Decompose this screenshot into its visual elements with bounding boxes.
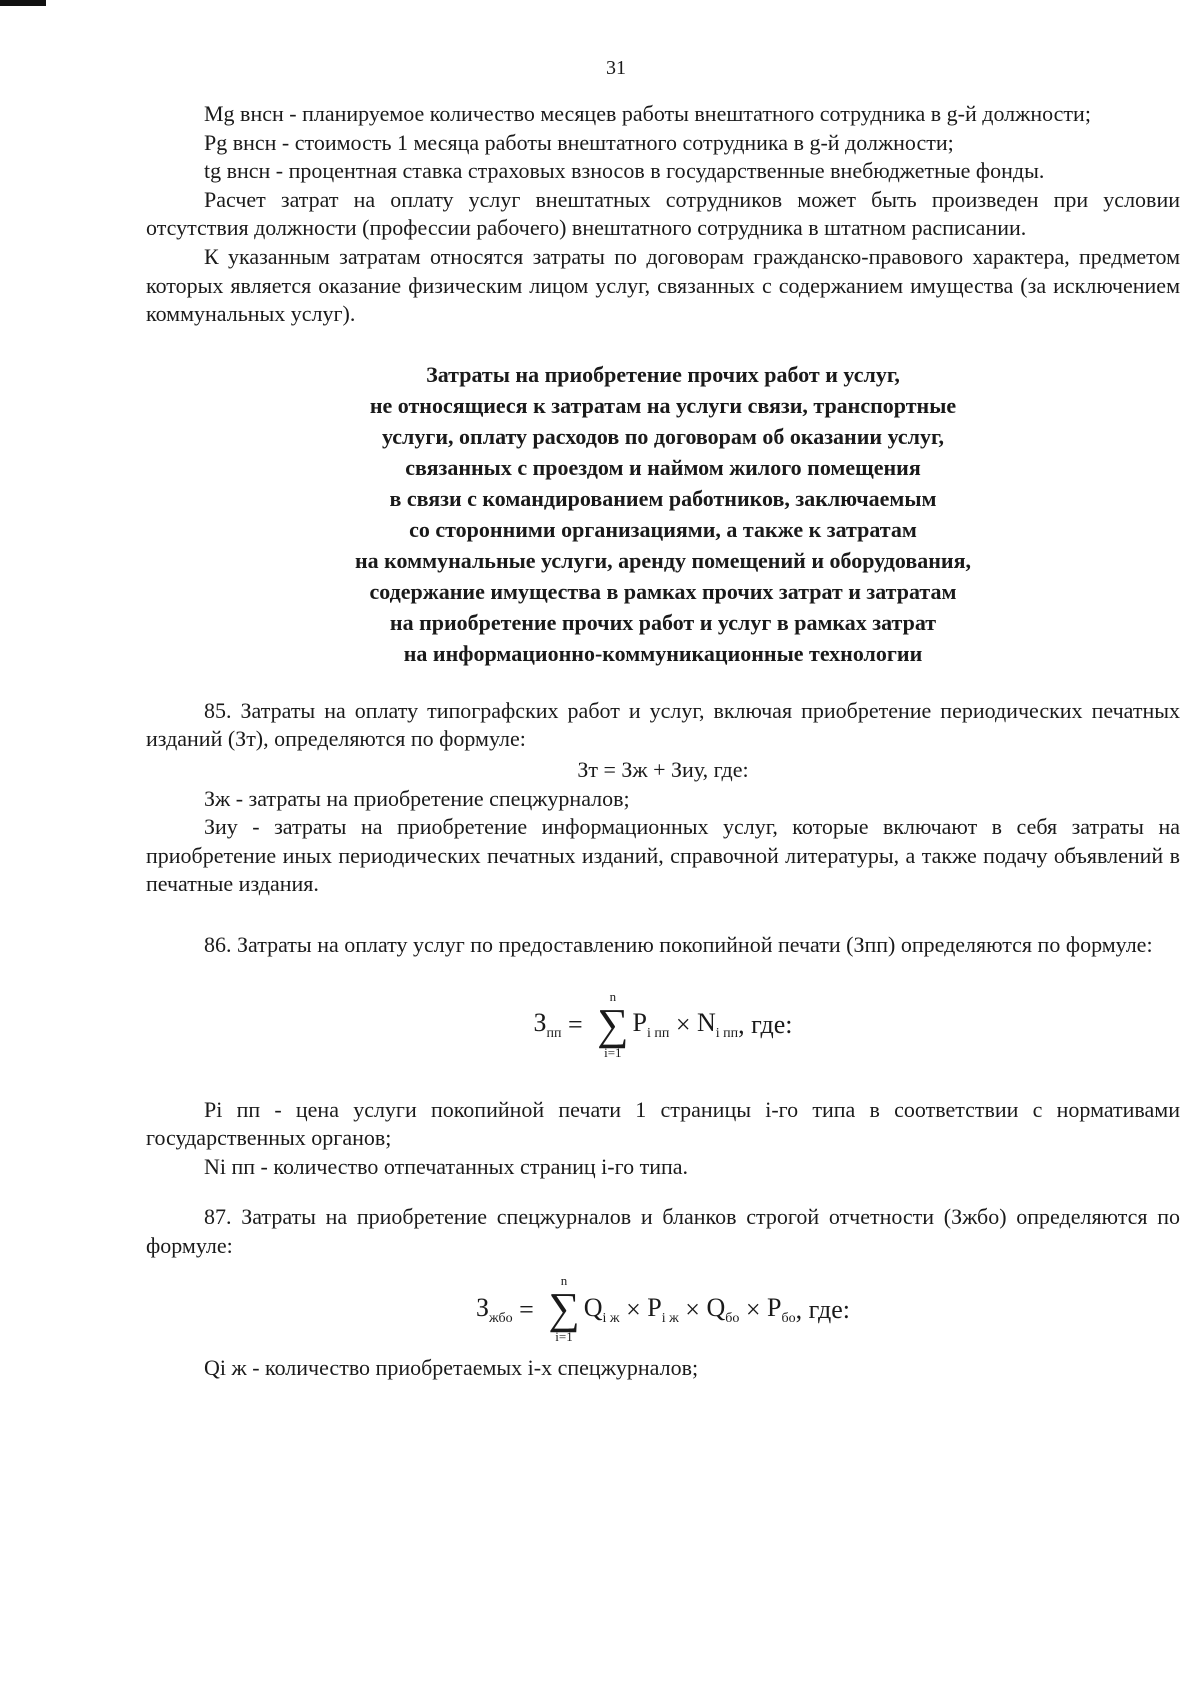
heading-line: на информационно-коммуникационные технологии <box>403 640 923 666</box>
heading-line: на коммунальные услуги, аренду помещений и оборудования, <box>354 547 971 573</box>
heading-line: связанных с проездом и наймом жилого помещения <box>405 454 921 480</box>
heading-line: на приобретение прочих работ и услуг в рамках затрат <box>389 609 937 635</box>
item-85-definition-iu: Зиу - затраты на приобретение информационных услуг, которые включают в себя затраты на приобретение иных периодических печатных изданий, справочной литературы, а также подачу объявлений в печатные издания. <box>146 814 1180 897</box>
item-87-definition-q: Qi ж - количество приобретаемых i-х спецжурналов; <box>204 1355 699 1381</box>
heading-line: в связи с командированием работников, заключаемым <box>389 485 937 511</box>
formula-term-p-bo: $P_{бо}$ <box>767 1292 796 1326</box>
sum-lower-limit: i=1 <box>604 1044 622 1060</box>
heading-line: не относящиеся к затратам на услуги связи, транспортные <box>369 392 957 418</box>
item-85-text: 85. Затраты на оплату типографских работ и услуг, включая приобретение периодических печатных изданий (Зт), определяются по формуле: <box>146 697 1180 752</box>
item-86-definition-p: Pi пп - цена услуги покопийной печати 1 страницы i-го типа в соответствии с нормативами государственных органов; <box>146 1096 1180 1151</box>
formula-times: × <box>669 1009 698 1039</box>
heading-line: Затраты на приобретение прочих работ и услуг, <box>426 361 900 387</box>
item-86-text: 86. Затраты на оплату услуг по предоставлению покопийной печати (Зпп) определяются по формуле: <box>204 931 1153 957</box>
sum-lower-limit: i=1 <box>555 1329 573 1345</box>
formula-lhs: $З_{жбо}$ <box>476 1292 513 1326</box>
item-87-text: 87. Затраты на приобретение спецжурналов и бланков строгой отчетности (Зжбо) определяются по формуле: <box>146 1204 1180 1258</box>
formula-term-q-bo: $Q_{бо}$ <box>706 1292 740 1326</box>
formula-term-q-zh: $Q_{i ж}$ <box>583 1292 620 1326</box>
sigma-symbol: ∑ <box>597 999 629 1049</box>
heading-line: содержание имущества в рамках прочих затрат и затратам <box>369 578 957 604</box>
summation-sign <box>597 990 628 1060</box>
formula-equals: = <box>512 1294 541 1324</box>
formula-lhs: $З_{пп}$ <box>533 1007 562 1041</box>
definition-m: Mg внсн - планируемое количество месяцев работы внештатного сотрудника в g-й должности; <box>204 101 1091 126</box>
item-86-formula <box>146 990 1180 1060</box>
paragraph-calculation: Расчет затрат на оплату услуг внештатных сотрудников может быть произведен при условии отсутствия должности (профессии рабочего) внештатного сотрудника в штатном расписании. <box>146 186 1180 241</box>
scan-edge-mark <box>0 0 46 6</box>
heading-line: услуги, оплату расходов по договорам об оказании услуг, <box>381 423 945 449</box>
definition-p: Pg внсн - стоимость 1 месяца работы внештатного сотрудника в g-й должности; <box>204 129 954 155</box>
page-number: 31 <box>606 57 626 79</box>
formula-times: × <box>678 1294 707 1324</box>
formula-tail: , где: <box>738 1009 793 1039</box>
spacer <box>146 1181 1180 1203</box>
item-85-formula: Зт = Зж + Зиу, где: <box>577 756 749 782</box>
formula-term-p-zh: $P_{i ж}$ <box>647 1292 679 1326</box>
sum-upper-limit: n <box>609 988 617 1004</box>
definition-t: tg внсн - процентная ставка страховых взносов в государственные внебюджетные фонды. <box>204 158 1045 184</box>
summation-sign <box>548 1274 579 1344</box>
page-content <box>146 100 1180 1383</box>
formula-tail: , где: <box>795 1294 850 1324</box>
spacer <box>146 899 1180 931</box>
item-86-definition-n: Ni пп - количество отпечатанных страниц i-го типа. <box>204 1153 689 1179</box>
item-87-formula <box>146 1274 1180 1344</box>
formula-times: × <box>739 1294 768 1324</box>
paragraph-included-costs: К указанным затратам относятся затраты по договорам гражданско-правового характера, предметом которых является оказание физическим лицом услуг, связанных с содержанием имущества (за исключением коммунальных услуг). <box>146 243 1180 327</box>
formula-times: × <box>619 1294 648 1324</box>
formula-equals: = <box>561 1009 590 1039</box>
formula-term-p: $P_{i пп}$ <box>632 1007 670 1041</box>
heading-line: со сторонними организациями, а также к затратам <box>409 516 917 542</box>
sigma-symbol: ∑ <box>548 1284 580 1334</box>
item-85-definition-zh: Зж - затраты на приобретение спецжурналов; <box>204 785 630 811</box>
formula-term-n: $N_{i пп}$ <box>697 1007 739 1041</box>
section-heading <box>146 359 1180 669</box>
sum-upper-limit: n <box>560 1273 568 1289</box>
